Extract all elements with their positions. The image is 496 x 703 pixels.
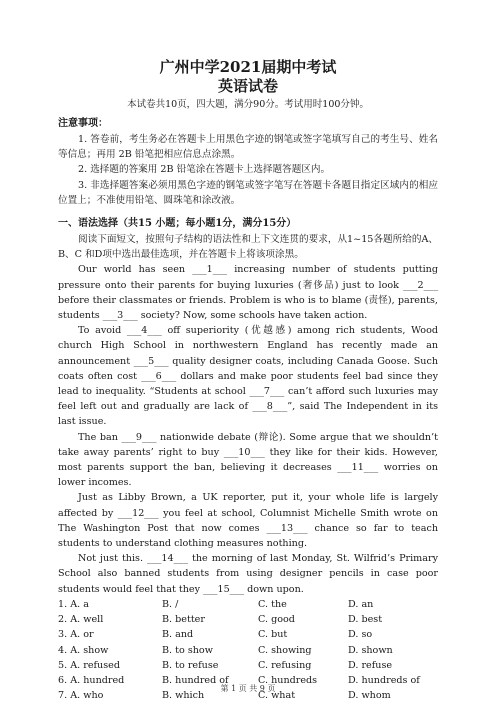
section-title: 一、语法选择（共15 小题；每小题1分，满分15分） [58, 218, 297, 230]
option-b: B. to refuse [162, 659, 219, 671]
option-row [58, 643, 438, 658]
option-a: 5. A. refused [58, 659, 120, 671]
passage-paragraph: To avoid ___4___ off superiority (优越感) among rich students, Wood church High School in northwestern England has recently made an announcement ___5___ quality designer coats, including Canada Goose. Such coats often cost ___6___ dollars and make poor students feel bad since they lead to inequality. “Students at school ___7___ can’t afford such luxuries may feel left out and gradually are lack of ___8___”, said The Independent in its last issue. [58, 325, 438, 428]
option-b: B. / [162, 598, 179, 610]
option-d: D. hundreds of [348, 674, 420, 686]
option-d: D. so [348, 629, 373, 641]
option-a: 4. A. show [58, 644, 109, 656]
option-c: C. showing [258, 644, 312, 656]
option-b: B. which [162, 690, 205, 702]
option-d: D. whom [348, 690, 391, 702]
exam-title: 广州中学2021届期中考试 [159, 58, 337, 76]
passage-paragraph: Our world has seen ___1___ increasing number of students putting pressure onto their parents for buying luxuries (奢侈品) just to look ___2___ before their classmates or friends. Problem is who is to blame (责怪), parents, students ___3___ society? Now, some schools have taken action. [58, 264, 438, 322]
option-a: 7. A. who [58, 690, 104, 702]
notice-item: 1. 答卷前，考生务必在答题卡上用黑色字迹的钢笔或签字笔填写自己的考生号、姓名等信息；再用 2B 铅笔把相应信息点涂黑。 [58, 134, 438, 161]
option-c: C. hundreds [258, 674, 318, 686]
option-a: 1. A. a [58, 598, 89, 610]
option-c: C. the [258, 598, 287, 610]
option-b: B. and [162, 629, 194, 641]
option-d: D. an [348, 598, 374, 610]
option-c: C. good [258, 614, 295, 626]
option-c: C. but [258, 629, 288, 641]
passage-paragraph: The ban ___9___ nationwide debate (辩论). Some argue that we shouldn’t take away parents’ right to buy ___10___ they like for their kids. However, most parents support the ban, believing it decreases ___11___ worries on lower incomes. [58, 431, 438, 489]
option-c: C. what [258, 690, 296, 702]
passage-paragraph: Not just this. ___14___ the morning of last Monday, St. Wilfrid’s Primary School also banned students from using designer pencils in case poor students would feel that they ___15___ down upon. [58, 553, 438, 595]
option-row [58, 627, 438, 642]
section-instructions: 阅读下面短文，按照句子结构的语法性和上下文连贯的要求，从1~15各题所给的A、B、C 和D项中选出最佳选项，并在答题卡上将该项涂黑。 [58, 234, 438, 261]
notice-title: 注意事项： [58, 118, 108, 129]
option-d: D. best [348, 614, 383, 626]
option-row [58, 597, 438, 612]
option-b: B. to show [162, 644, 213, 656]
option-d: D. refuse [348, 659, 393, 671]
exam-subtitle: 英语试卷 [217, 77, 278, 95]
option-row [58, 658, 438, 673]
page-number: 第 1 页 共 9 页 [220, 684, 276, 693]
option-row [58, 612, 438, 627]
option-b: B. better [162, 614, 205, 626]
option-a: 2. A. well [58, 614, 104, 626]
option-d: D. shown [348, 644, 393, 656]
option-c: C. refusing [258, 659, 312, 671]
passage-paragraph: Just as Libby Brown, a UK reporter, put it, your whole life is largely affected by ___12___ you feel at school, Columnist Michelle Smith wrote on The Washington Post that now comes ___13___ chance so far to teach students to understand clothing measures nothing. [58, 492, 438, 550]
notice-item: 2. 选择题的答案用 2B 铅笔涂在答题卡上选择题答题区内。 [78, 164, 331, 176]
option-b: B. hundred of [162, 674, 229, 686]
option-a: 3. A. or [58, 629, 94, 641]
notice-item: 3. 非选择题答案必须用黑色字迹的钢笔或签字笔写在答题卡各题目指定区域内的相应位置上；不准使用铅笔、圆珠笔和涂改液。 [58, 179, 438, 206]
option-a: 6. A. hundred [58, 674, 125, 686]
exam-info: 本试卷共10页，四大题，满分90分。考试用时100分钟。 [127, 99, 369, 110]
